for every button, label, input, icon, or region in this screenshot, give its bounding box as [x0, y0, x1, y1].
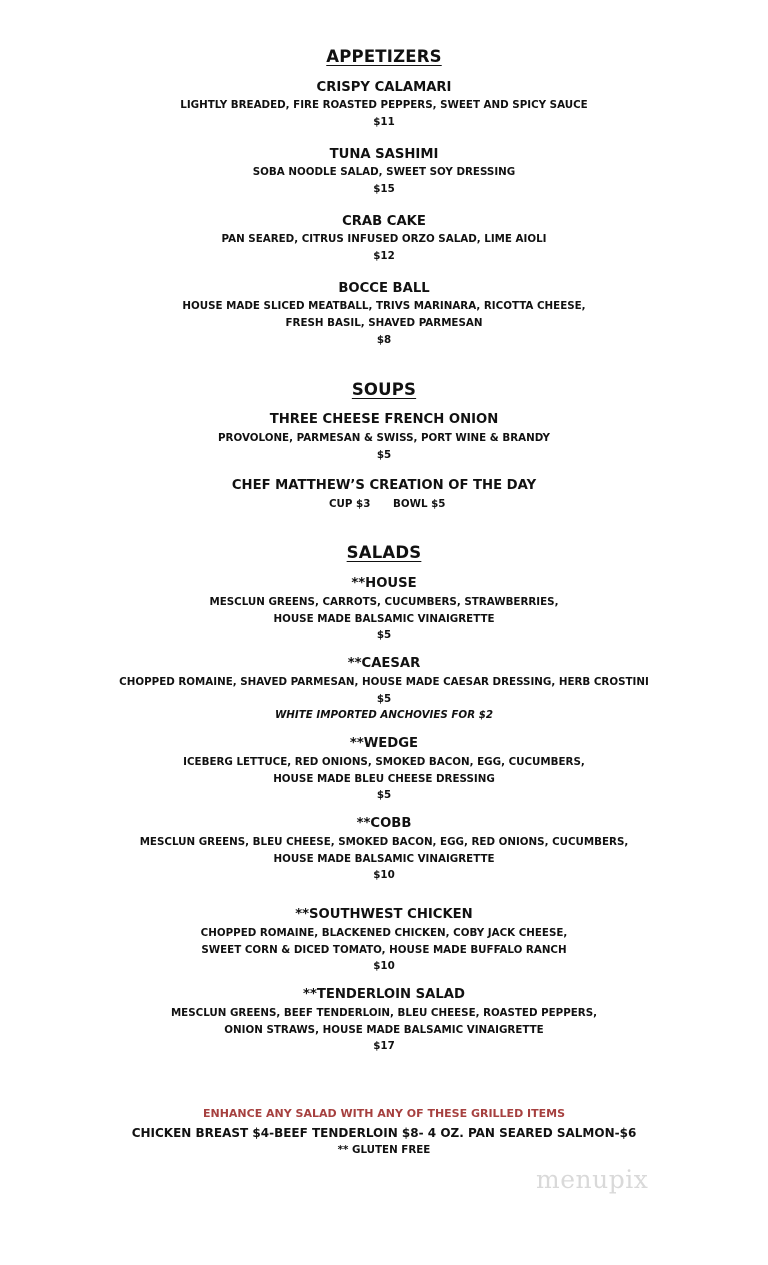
- item-name: THREE CHEESE FRENCH ONION: [269, 412, 499, 427]
- item-description: HOUSE MADE BALSAMIC VINAIGRETTE: [273, 613, 495, 625]
- item-description: ONION STRAWS, HOUSE MADE BALSAMIC VINAIGRETTE: [224, 1024, 544, 1036]
- item-name: CRISPY CALAMARI: [316, 80, 452, 95]
- item-name: **SOUTHWEST CHICKEN: [295, 907, 473, 922]
- item-price: $5: [376, 693, 392, 705]
- item-description: MESCLUN GREENS, BEEF TENDERLOIN, BLEU CHEESE, ROASTED PEPPERS,: [170, 1007, 598, 1019]
- item-description: SOBA NOODLE SALAD, SWEET SOY DRESSING: [252, 166, 516, 178]
- section-title-soups: SOUPS: [351, 380, 417, 399]
- menupix-watermark: menupix: [536, 1165, 649, 1194]
- item-description: FRESH BASIL, SHAVED PARMESAN: [285, 317, 483, 329]
- bowl-price: BOWL $5: [393, 498, 446, 510]
- item-name: **WEDGE: [349, 736, 419, 751]
- item-description: HOUSE MADE BALSAMIC VINAIGRETTE: [273, 853, 495, 865]
- item-note: WHITE IMPORTED ANCHOVIES FOR $2: [274, 709, 494, 721]
- grilled-items: CHICKEN BREAST $4-BEEF TENDERLOIN $8- 4 OZ. PAN SEARED SALMON-$6: [131, 1126, 637, 1140]
- item-description: CHOPPED ROMAINE, SHAVED PARMESAN, HOUSE MADE CAESAR DRESSING, HERB CROSTINI: [119, 676, 649, 688]
- item-price: $15: [373, 183, 395, 195]
- item-price: $11: [373, 116, 395, 128]
- item-description: HOUSE MADE BLEU CHEESE DRESSING: [273, 773, 495, 785]
- item-description: MESCLUN GREENS, BLEU CHEESE, SMOKED BACON, EGG, RED ONIONS, CUCUMBERS,: [139, 836, 629, 848]
- enhance-heading: ENHANCE ANY SALAD WITH ANY OF THESE GRILLED ITEMS: [202, 1107, 566, 1120]
- item-name: TUNA SASHIMI: [329, 147, 439, 162]
- item-description: ICEBERG LETTUCE, RED ONIONS, SMOKED BACON, EGG, CUCUMBERS,: [183, 756, 585, 768]
- item-price: $5: [376, 789, 392, 801]
- item-description: HOUSE MADE SLICED MEATBALL, TRIVS MARINARA, RICOTTA CHEESE,: [182, 300, 586, 312]
- item-description: PAN SEARED, CITRUS INFUSED ORZO SALAD, LIME AIOLI: [221, 233, 547, 245]
- item-name: **CAESAR: [347, 656, 421, 671]
- item-name: **TENDERLOIN SALAD: [303, 987, 465, 1002]
- item-price: $8: [376, 334, 392, 346]
- gluten-free-note: ** GLUTEN FREE: [337, 1144, 431, 1156]
- item-name: CHEF MATTHEW’S CREATION OF THE DAY: [231, 478, 537, 493]
- item-description: MESCLUN GREENS, CARROTS, CUCUMBERS, STRAWBERRIES,: [209, 596, 559, 608]
- item-price: $5: [376, 629, 392, 641]
- section-title-appetizers: APPETIZERS: [326, 47, 442, 66]
- item-name: **COBB: [356, 816, 412, 831]
- item-description: LIGHTLY BREADED, FIRE ROASTED PEPPERS, SWEET AND SPICY SAUCE: [180, 99, 588, 111]
- section-title-salads: SALADS: [346, 543, 422, 562]
- item-price: $10: [373, 960, 395, 972]
- cup-price: CUP $3: [329, 498, 371, 510]
- item-name: **HOUSE: [351, 576, 417, 591]
- item-description: SWEET CORN & DICED TOMATO, HOUSE MADE BUFFALO RANCH: [201, 944, 567, 956]
- item-price: $5: [376, 449, 392, 461]
- item-price: $17: [373, 1040, 395, 1052]
- item-description: CHOPPED ROMAINE, BLACKENED CHICKEN, COBY JACK CHEESE,: [200, 927, 568, 939]
- item-price: $12: [373, 250, 395, 262]
- item-description: PROVOLONE, PARMESAN & SWISS, PORT WINE & BRANDY: [218, 432, 550, 444]
- item-price: $10: [373, 869, 395, 881]
- item-name: CRAB CAKE: [342, 214, 426, 229]
- item-name: BOCCE BALL: [338, 281, 430, 296]
